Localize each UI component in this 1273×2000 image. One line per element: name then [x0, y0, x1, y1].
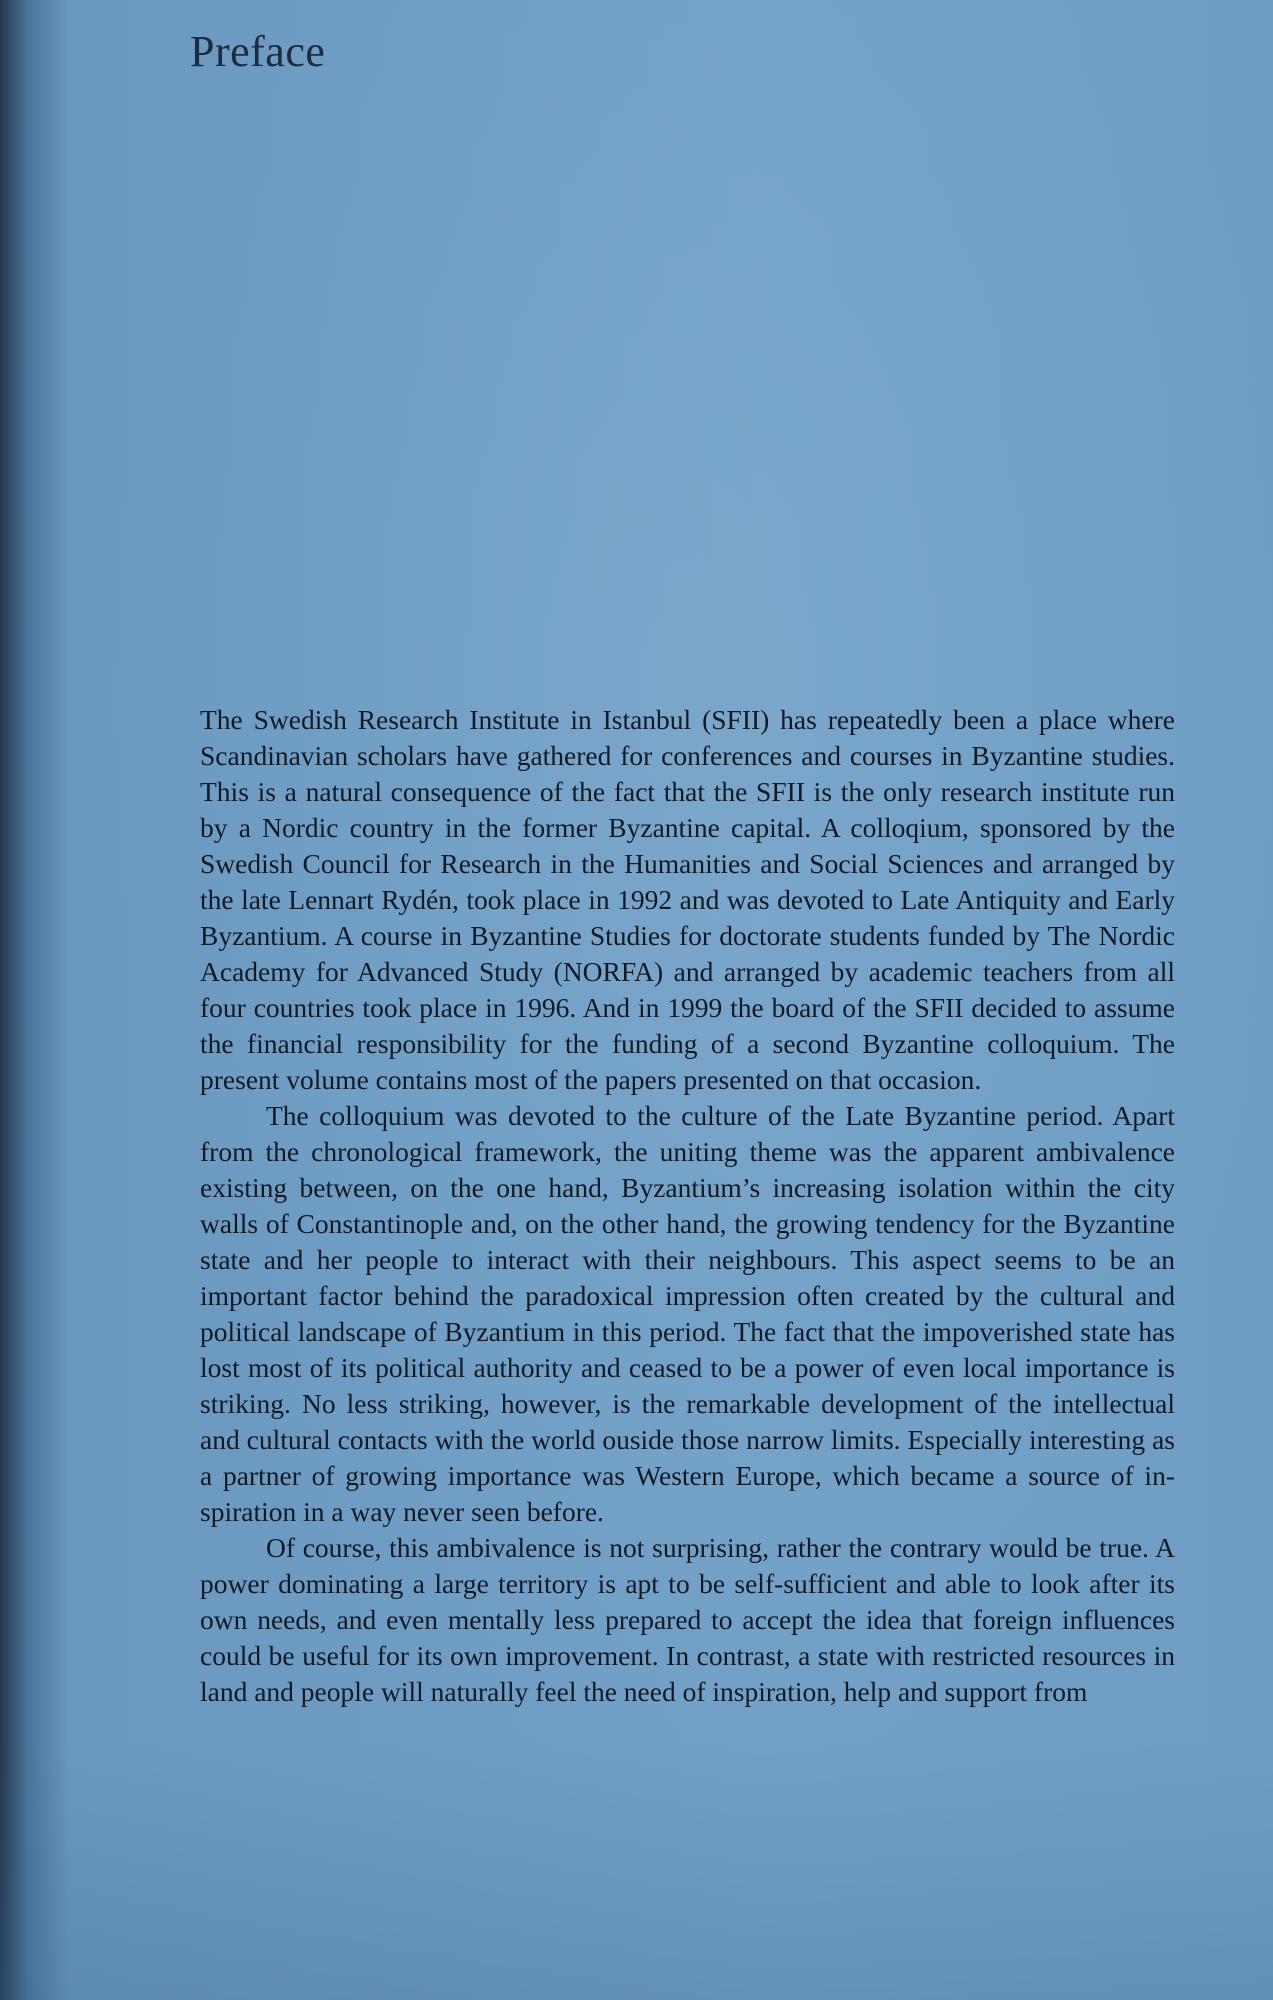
paragraph-1: The Swedish Research Institute in Istanbul (SFII) has repeatedly been a place where Scandinavian scholars have gathered for conferences and courses in Byzantine studies. This is a natural consequence of the fact that the SFII is the only research institute run by a Nordic country in the former Byzantine capital. A colloqium, sponsored by the Swedish Council for Research in the Humanities and Social Sciences and arranged by the late Lennart Rydén, took place in 1992 and was devoted to Late Antiquity and Early Byzantium. A course in Byzantine Studies for doctorate students funded by The Nordic Academy for Advanced Study (NORFA) and arranged by academic teachers from all four countries took place in 1996. And in 1999 the board of the SFII decided to assume the financial responsibility for the funding of a second Byzantine colloquium. The present volume contains most of the papers presented on that occasion.	[200, 704, 1175, 1095]
page-title: Preface	[190, 27, 326, 76]
paragraph-2: The colloquium was devoted to the culture of the Late Byzantine period. Apart from the chronological framework, the uniting theme was the apparent ambivalence existing between, on the one hand, Byzantium’s increasing isolation within the city walls of Constantinople and, on the other hand, the growing tendency for the Byzantine state and her people to interact with their neighbours. This aspect seems to be an important factor behind the paradoxical impression often created by the cultural and political landscape of Byzantium in this period. The fact that the impoverished state has lost most of its political authority and ceased to be a power of even local importance is striking. No less striking, however, is the remarkable development of the intellectual and cultural contacts with the world ouside those narrow limits. Especially interesting as a partner of growing importance was Western Europe, which became a source of inspiration in a way never seen before.	[200, 1100, 1175, 1527]
paragraph-3: Of course, this ambivalence is not surprising, rather the contrary would be true. A power dominating a large territory is apt to be self-sufficient and able to look after its own needs, and even mentally less prepared to accept the idea that foreign influences could be useful for its own improvement. In contrast, a state with restricted resources in land and people will naturally feel the need of inspiration, help and support from	[200, 1532, 1175, 1707]
preface-body	[200, 702, 1175, 1710]
